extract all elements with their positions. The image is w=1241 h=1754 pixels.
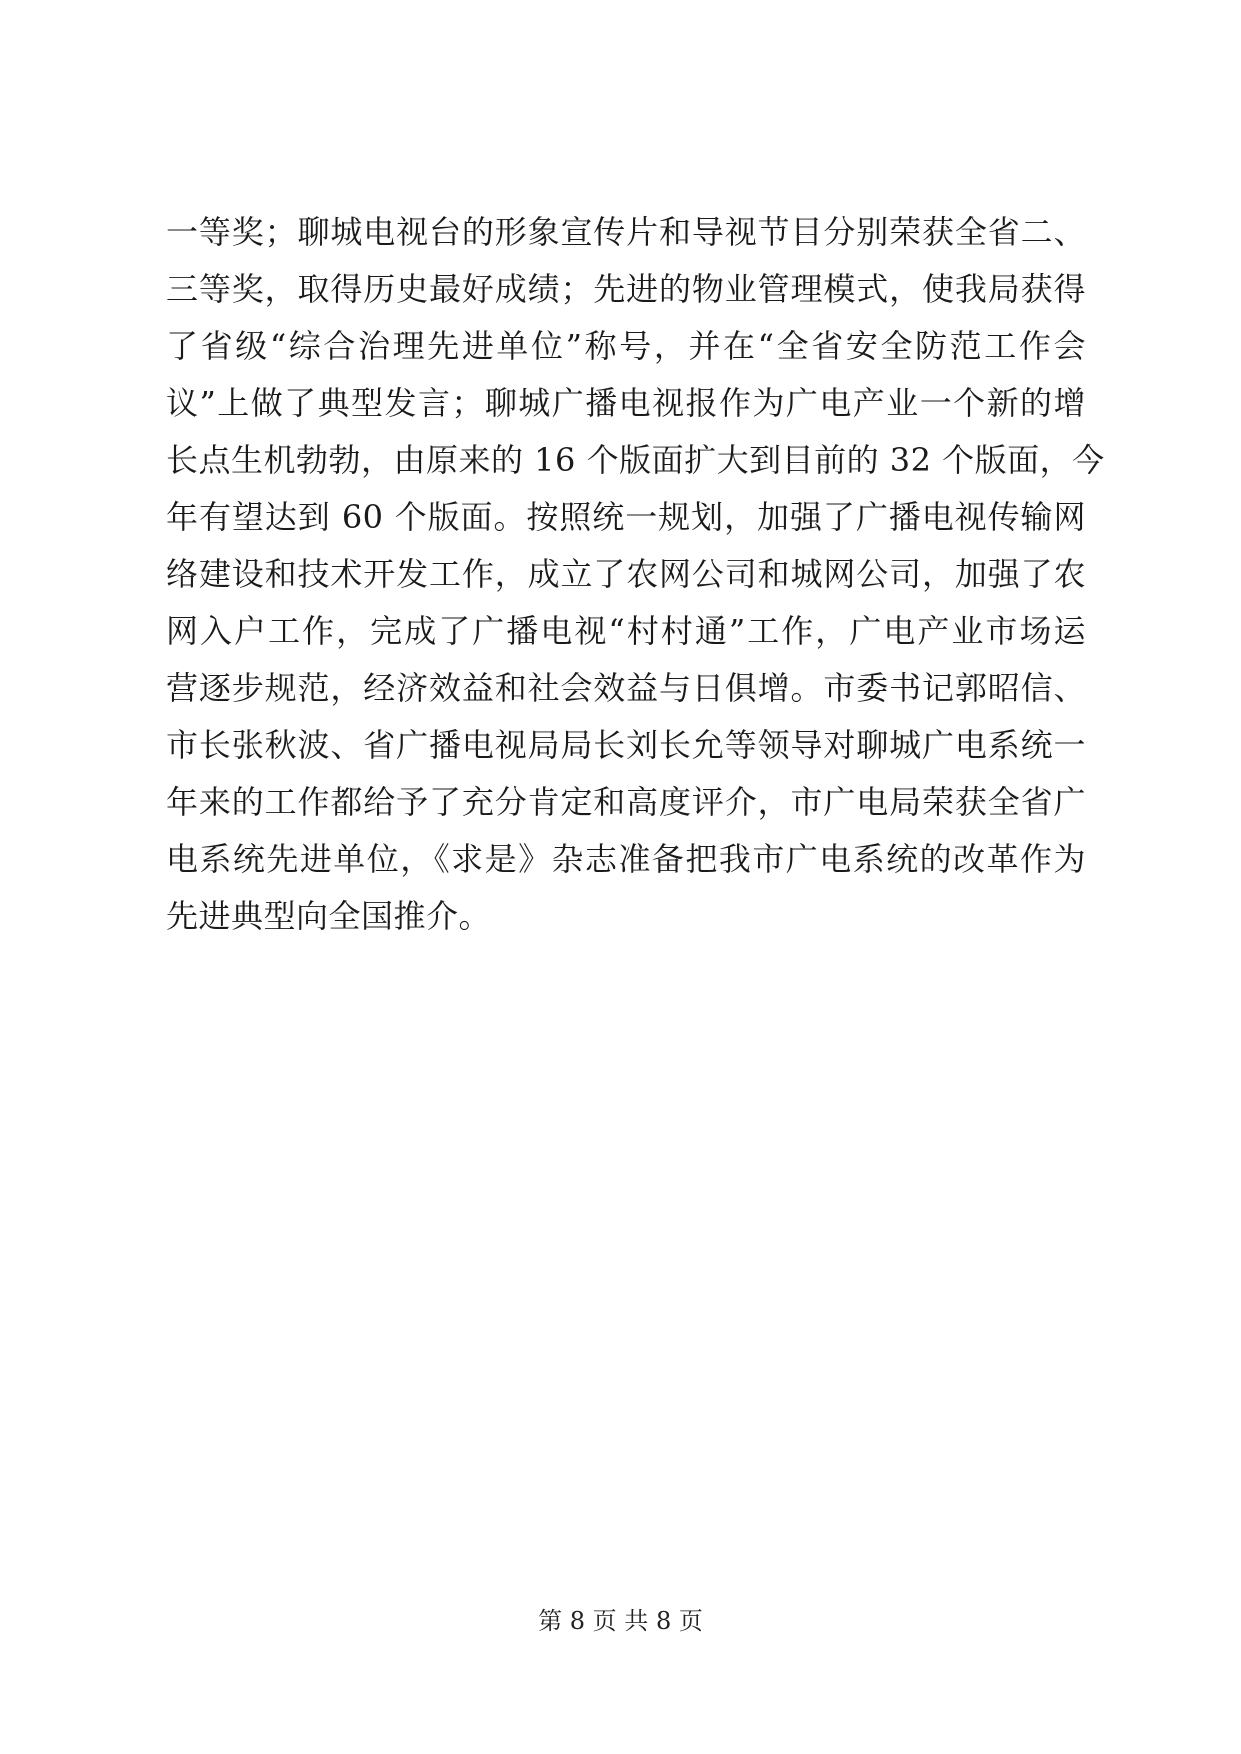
page-number-footer: 第 8 页 共 8 页 [538,1607,703,1635]
paragraph-line-7: 络建设和技术开发工作，成立了农网公司和城网公司，加强了农 [166,555,1086,593]
paragraph-line-8: 网入户工作，完成了广播电视“村村通”工作，广电产业市场运 [166,612,1086,650]
paragraph-line-12: 电系统先进单位，《求是》杂志准备把我市广电系统的改革作为 [166,840,1086,878]
paragraph-line-13: 先进典型向全国推介。 [166,897,492,935]
paragraph-line-3: 了省级“综合治理先进单位”称号，并在“全省安全防范工作会 [166,327,1086,365]
paragraph-line-6: 年有望达到 60 个版面。按照统一规划，加强了广播电视传输网 [166,498,1086,536]
paragraph-line-5: 长点生机勃勃，由原来的 16 个版面扩大到目前的 32 个版面，今 [166,441,1105,479]
paragraph-line-9: 营逐步规范，经济效益和社会效益与日俱增。市委书记郭昭信、 [166,669,1086,707]
paragraph-line-4: 议”上做了典型发言；聊城广播电视报作为广电产业一个新的增 [166,384,1086,422]
paragraph-line-1: 一等奖；聊城电视台的形象宣传片和导视节目分别荣获全省二、 [166,213,1086,251]
paragraph-line-2: 三等奖，取得历史最好成绩；先进的物业管理模式，使我局获得 [166,270,1086,308]
paragraph-line-11: 年来的工作都给予了充分肯定和高度评介，市广电局荣获全省广 [166,783,1086,821]
body-paragraph [166,204,1105,945]
paragraph-line-10: 市长张秋波、省广播电视局局长刘长允等领导对聊城广电系统一 [166,726,1086,764]
